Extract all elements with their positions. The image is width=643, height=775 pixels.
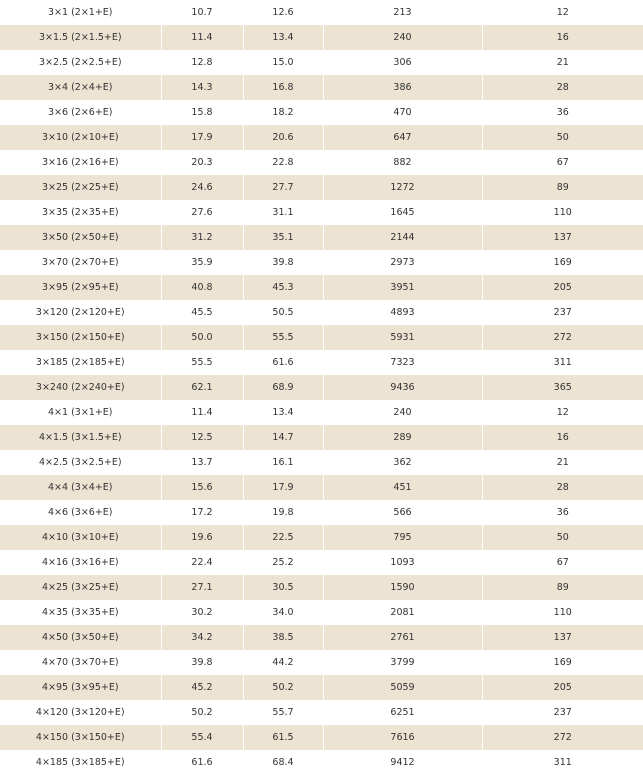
value-col4-cell: 3951 (323, 275, 482, 300)
value-col3-cell: 31.1 (243, 200, 323, 225)
value-col2-cell: 12.5 (161, 425, 243, 450)
cores-size-cell: 4×10 (3×10+E) (0, 525, 161, 550)
value-col4-cell: 2973 (323, 250, 482, 275)
table-row (0, 400, 643, 425)
table-row (0, 650, 643, 675)
table-row (0, 75, 643, 100)
value-col3-cell: 27.7 (243, 175, 323, 200)
value-col2-cell: 10.7 (161, 0, 243, 25)
value-col5-cell: 137 (482, 225, 643, 250)
value-col4-cell: 1272 (323, 175, 482, 200)
value-col5-cell: 205 (482, 675, 643, 700)
value-col5-cell: 50 (482, 125, 643, 150)
value-col5-cell: 21 (482, 450, 643, 475)
value-col2-cell: 11.4 (161, 400, 243, 425)
table-row (0, 700, 643, 725)
value-col2-cell: 22.4 (161, 550, 243, 575)
cores-size-cell: 3×95 (2×95+E) (0, 275, 161, 300)
value-col3-cell: 16.1 (243, 450, 323, 475)
value-col5-cell: 67 (482, 150, 643, 175)
value-col3-cell: 68.4 (243, 750, 323, 775)
value-col3-cell: 35.1 (243, 225, 323, 250)
cores-size-cell: 3×120 (2×120+E) (0, 300, 161, 325)
table-row (0, 225, 643, 250)
value-col5-cell: 89 (482, 575, 643, 600)
value-col3-cell: 39.8 (243, 250, 323, 275)
value-col2-cell: 15.6 (161, 475, 243, 500)
value-col4-cell: 647 (323, 125, 482, 150)
value-col5-cell: 50 (482, 525, 643, 550)
value-col4-cell: 213 (323, 0, 482, 25)
value-col3-cell: 61.6 (243, 350, 323, 375)
cores-size-cell: 3×185 (2×185+E) (0, 350, 161, 375)
cores-size-cell: 4×4 (3×4+E) (0, 475, 161, 500)
value-col4-cell: 6251 (323, 700, 482, 725)
value-col3-cell: 50.5 (243, 300, 323, 325)
value-col5-cell: 12 (482, 400, 643, 425)
cores-size-cell: 3×1 (2×1+E) (0, 0, 161, 25)
value-col2-cell: 11.4 (161, 25, 243, 50)
cores-size-cell: 4×35 (3×35+E) (0, 600, 161, 625)
value-col5-cell: 272 (482, 325, 643, 350)
table-row (0, 725, 643, 750)
value-col2-cell: 61.6 (161, 750, 243, 775)
value-col3-cell: 12.6 (243, 0, 323, 25)
table-row (0, 300, 643, 325)
cores-size-cell: 3×50 (2×50+E) (0, 225, 161, 250)
table-row (0, 200, 643, 225)
table-row (0, 100, 643, 125)
value-col4-cell: 240 (323, 25, 482, 50)
cores-size-cell: 4×120 (3×120+E) (0, 700, 161, 725)
value-col2-cell: 13.7 (161, 450, 243, 475)
value-col5-cell: 36 (482, 500, 643, 525)
table-row (0, 500, 643, 525)
table-row (0, 425, 643, 450)
cores-size-cell: 3×70 (2×70+E) (0, 250, 161, 275)
value-col2-cell: 30.2 (161, 600, 243, 625)
value-col2-cell: 15.8 (161, 100, 243, 125)
value-col3-cell: 55.5 (243, 325, 323, 350)
value-col2-cell: 19.6 (161, 525, 243, 550)
value-col2-cell: 35.9 (161, 250, 243, 275)
value-col3-cell: 15.0 (243, 50, 323, 75)
value-col3-cell: 17.9 (243, 475, 323, 500)
value-col4-cell: 1093 (323, 550, 482, 575)
cores-size-cell: 4×25 (3×25+E) (0, 575, 161, 600)
value-col3-cell: 61.5 (243, 725, 323, 750)
table-row (0, 525, 643, 550)
value-col3-cell: 34.0 (243, 600, 323, 625)
table-row (0, 50, 643, 75)
value-col4-cell: 289 (323, 425, 482, 450)
value-col4-cell: 362 (323, 450, 482, 475)
value-col4-cell: 3799 (323, 650, 482, 675)
table-row (0, 550, 643, 575)
cores-size-cell: 4×1 (3×1+E) (0, 400, 161, 425)
value-col4-cell: 306 (323, 50, 482, 75)
value-col3-cell: 55.7 (243, 700, 323, 725)
table-row (0, 350, 643, 375)
value-col3-cell: 45.3 (243, 275, 323, 300)
table-row (0, 325, 643, 350)
value-col5-cell: 311 (482, 350, 643, 375)
value-col5-cell: 89 (482, 175, 643, 200)
value-col3-cell: 14.7 (243, 425, 323, 450)
value-col4-cell: 5931 (323, 325, 482, 350)
value-col4-cell: 1645 (323, 200, 482, 225)
value-col5-cell: 311 (482, 750, 643, 775)
value-col3-cell: 68.9 (243, 375, 323, 400)
value-col4-cell: 7616 (323, 725, 482, 750)
cores-size-cell: 4×6 (3×6+E) (0, 500, 161, 525)
value-col2-cell: 55.5 (161, 350, 243, 375)
value-col3-cell: 30.5 (243, 575, 323, 600)
value-col5-cell: 169 (482, 250, 643, 275)
value-col2-cell: 27.1 (161, 575, 243, 600)
value-col5-cell: 169 (482, 650, 643, 675)
value-col5-cell: 28 (482, 75, 643, 100)
cores-size-cell: 3×6 (2×6+E) (0, 100, 161, 125)
table-row (0, 150, 643, 175)
value-col3-cell: 22.5 (243, 525, 323, 550)
cores-size-cell: 3×240 (2×240+E) (0, 375, 161, 400)
value-col4-cell: 470 (323, 100, 482, 125)
value-col4-cell: 386 (323, 75, 482, 100)
value-col5-cell: 36 (482, 100, 643, 125)
value-col2-cell: 27.6 (161, 200, 243, 225)
cores-size-cell: 3×150 (2×150+E) (0, 325, 161, 350)
value-col5-cell: 28 (482, 475, 643, 500)
value-col3-cell: 25.2 (243, 550, 323, 575)
value-col3-cell: 13.4 (243, 400, 323, 425)
value-col3-cell: 38.5 (243, 625, 323, 650)
table-row (0, 25, 643, 50)
value-col4-cell: 4893 (323, 300, 482, 325)
table-row (0, 175, 643, 200)
value-col2-cell: 17.2 (161, 500, 243, 525)
value-col4-cell: 7323 (323, 350, 482, 375)
value-col2-cell: 50.2 (161, 700, 243, 725)
value-col4-cell: 2761 (323, 625, 482, 650)
table-row (0, 600, 643, 625)
value-col2-cell: 12.8 (161, 50, 243, 75)
cores-size-cell: 4×16 (3×16+E) (0, 550, 161, 575)
value-col3-cell: 18.2 (243, 100, 323, 125)
value-col2-cell: 62.1 (161, 375, 243, 400)
value-col5-cell: 67 (482, 550, 643, 575)
cores-size-cell: 3×10 (2×10+E) (0, 125, 161, 150)
value-col2-cell: 14.3 (161, 75, 243, 100)
cores-size-cell: 4×1.5 (3×1.5+E) (0, 425, 161, 450)
value-col4-cell: 795 (323, 525, 482, 550)
value-col2-cell: 34.2 (161, 625, 243, 650)
value-col5-cell: 237 (482, 700, 643, 725)
value-col3-cell: 16.8 (243, 75, 323, 100)
table-row (0, 250, 643, 275)
value-col3-cell: 22.8 (243, 150, 323, 175)
value-col3-cell: 50.2 (243, 675, 323, 700)
value-col4-cell: 2081 (323, 600, 482, 625)
cores-size-cell: 3×1.5 (2×1.5+E) (0, 25, 161, 50)
table-row (0, 625, 643, 650)
table-row (0, 450, 643, 475)
value-col2-cell: 20.3 (161, 150, 243, 175)
table-row (0, 475, 643, 500)
value-col5-cell: 16 (482, 25, 643, 50)
value-col5-cell: 110 (482, 200, 643, 225)
value-col3-cell: 19.8 (243, 500, 323, 525)
cores-size-cell: 3×35 (2×35+E) (0, 200, 161, 225)
value-col4-cell: 451 (323, 475, 482, 500)
value-col5-cell: 237 (482, 300, 643, 325)
value-col4-cell: 9412 (323, 750, 482, 775)
value-col4-cell: 9436 (323, 375, 482, 400)
value-col5-cell: 16 (482, 425, 643, 450)
value-col2-cell: 45.5 (161, 300, 243, 325)
value-col2-cell: 40.8 (161, 275, 243, 300)
cores-size-cell: 4×2.5 (3×2.5+E) (0, 450, 161, 475)
value-col2-cell: 31.2 (161, 225, 243, 250)
table-row (0, 575, 643, 600)
cores-size-cell: 4×185 (3×185+E) (0, 750, 161, 775)
value-col5-cell: 137 (482, 625, 643, 650)
table-row (0, 275, 643, 300)
value-col5-cell: 110 (482, 600, 643, 625)
value-col4-cell: 1590 (323, 575, 482, 600)
table-row (0, 675, 643, 700)
value-col2-cell: 17.9 (161, 125, 243, 150)
value-col2-cell: 50.0 (161, 325, 243, 350)
table-row (0, 750, 643, 775)
value-col5-cell: 365 (482, 375, 643, 400)
value-col5-cell: 12 (482, 0, 643, 25)
table-row (0, 375, 643, 400)
value-col4-cell: 5059 (323, 675, 482, 700)
value-col3-cell: 20.6 (243, 125, 323, 150)
value-col2-cell: 55.4 (161, 725, 243, 750)
value-col4-cell: 2144 (323, 225, 482, 250)
cores-size-cell: 4×150 (3×150+E) (0, 725, 161, 750)
value-col3-cell: 44.2 (243, 650, 323, 675)
cores-size-cell: 4×50 (3×50+E) (0, 625, 161, 650)
cores-size-cell: 3×4 (2×4+E) (0, 75, 161, 100)
value-col5-cell: 21 (482, 50, 643, 75)
value-col4-cell: 882 (323, 150, 482, 175)
cores-size-cell: 3×25 (2×25+E) (0, 175, 161, 200)
cores-size-cell: 4×95 (3×95+E) (0, 675, 161, 700)
table-row (0, 125, 643, 150)
cores-size-cell: 4×70 (3×70+E) (0, 650, 161, 675)
value-col2-cell: 39.8 (161, 650, 243, 675)
value-col2-cell: 24.6 (161, 175, 243, 200)
value-col2-cell: 45.2 (161, 675, 243, 700)
value-col4-cell: 566 (323, 500, 482, 525)
cores-size-cell: 3×2.5 (2×2.5+E) (0, 50, 161, 75)
value-col5-cell: 205 (482, 275, 643, 300)
value-col4-cell: 240 (323, 400, 482, 425)
table-row (0, 0, 643, 25)
value-col3-cell: 13.4 (243, 25, 323, 50)
cores-size-cell: 3×16 (2×16+E) (0, 150, 161, 175)
value-col5-cell: 272 (482, 725, 643, 750)
